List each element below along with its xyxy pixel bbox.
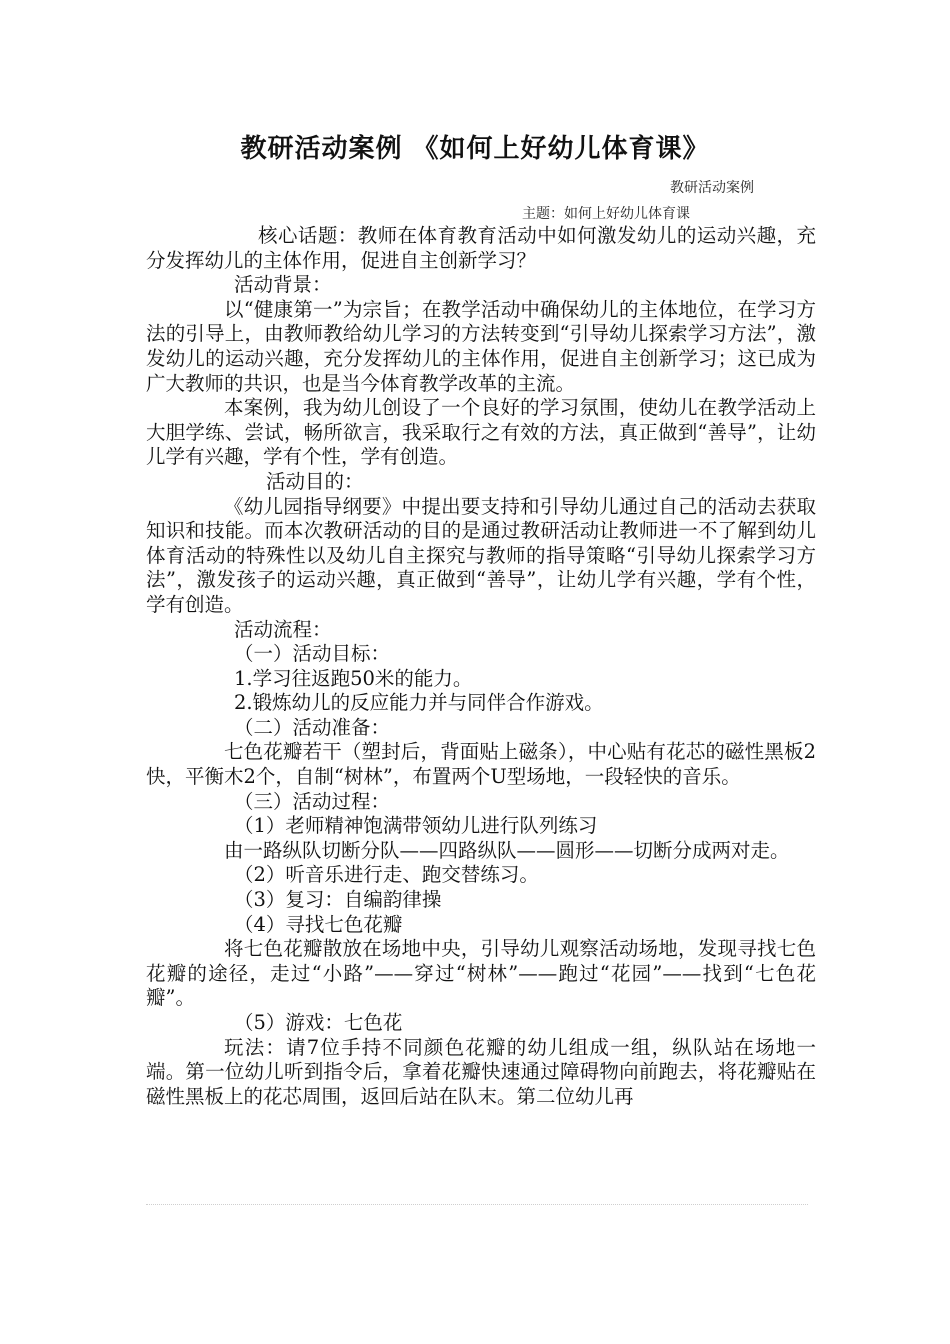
subheading-goals: （一）活动目标：	[234, 642, 391, 666]
document-title: 教研活动案例 《如何上好幼儿体育课》	[240, 134, 710, 164]
meta-theme: 主题：如何上好幼儿体育课	[522, 206, 690, 222]
subheading-procedure: （三）活动过程：	[234, 789, 391, 813]
subheading-preparation: （二）活动准备：	[234, 715, 391, 739]
case-paragraph: 本案例，我为幼儿创设了一个良好的学习氛围，使幼儿在教学活动上大胆学练、尝试，畅所欲言，我采取行之有效的方法，真正做到“善导”，让幼儿学有兴趣，学有个性，学有创造。	[146, 396, 816, 469]
step-2: （2）听音乐进行走、跑交替练习。	[234, 863, 539, 887]
background-paragraph: 以“健康第一”为宗旨；在教学活动中确保幼儿的主体地位，在学习方法的引导上，由教师教给幼儿学习的方法转变到“引导幼儿探索学习方法”，激发幼儿的运动兴趣，充分发挥幼儿的主体作用，促进自主创新学习；这已成为广大教师的共识，也是当今体育教学改革的主流。	[146, 297, 816, 395]
core-topic-paragraph: 核心话题：教师在体育教育活动中如何激发幼儿的运动兴趣，充分发挥幼儿的主体作用，促进自主创新学习？	[146, 224, 816, 272]
goal-item-1: 1.学习往返跑50米的能力。	[234, 666, 473, 690]
step-4-detail: 将七色花瓣散放在场地中央，引导幼儿观察活动场地，发现寻找七色花瓣的途径，走过“小路”——穿过“树林”——跑过“花园”——找到“七色花瓣”。	[146, 937, 816, 1010]
step-5: （5）游戏：七色花	[234, 1011, 403, 1034]
document-body	[146, 224, 816, 1109]
page-bottom-divider	[146, 1204, 808, 1205]
section-heading-process: 活动流程：	[234, 617, 332, 641]
section-heading-background: 活动背景：	[234, 273, 332, 297]
goal-item-2: 2.锻炼幼儿的反应能力并与同伴合作游戏。	[234, 691, 604, 715]
step-1: （1）老师精神饱满带领幼儿进行队列练习	[234, 814, 598, 838]
step-1-detail: 由一路纵队切断分队——四路纵队——圆形——切断分成两对走。	[224, 838, 790, 862]
meta-category: 教研活动案例	[670, 180, 754, 196]
purpose-paragraph: 《幼儿园指导纲要》中提出要支持和引导幼儿通过自己的活动去获取知识和技能。而本次教研活动的目的是通过教研活动让教师进一不了解到幼儿体育活动的特殊性以及幼儿自主探究与教师的指导策略“引导幼儿探索学习方法”，激发孩子的运动兴趣，真正做到“善导”，让幼儿学有兴趣，学有个性，学有创造。	[146, 494, 816, 616]
step-3: （3）复习：自编韵律操	[234, 888, 442, 912]
step-4: （4）寻找七色花瓣	[234, 912, 403, 936]
section-heading-purpose: 活动目的：	[266, 469, 364, 493]
game-rules-paragraph: 玩法：请7位手持不同颜色花瓣的幼儿组成一组，纵队站在场地一端。第一位幼儿听到指令后，拿着花瓣快速通过障碍物向前跑去，将花瓣贴在磁性黑板上的花芯周围，返回后站在队末。第二位幼儿再	[146, 1035, 816, 1108]
preparation-paragraph: 七色花瓣若干（塑封后，背面贴上磁条），中心贴有花芯的磁性黑板2快，平衡木2个，自制“树林”，布置两个U型场地，一段轻快的音乐。	[146, 740, 816, 789]
